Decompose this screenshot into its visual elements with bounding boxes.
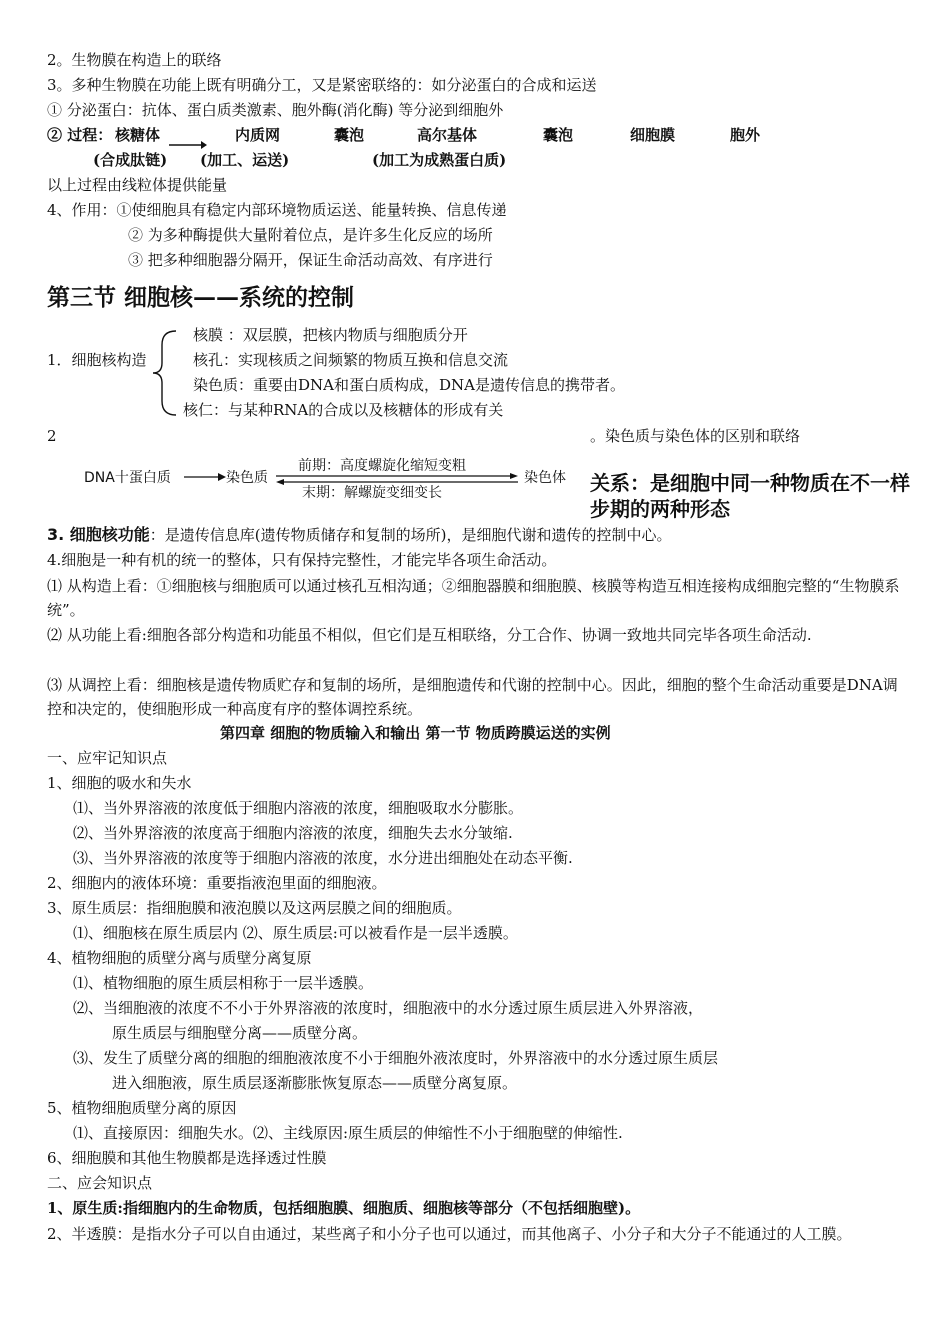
nucleus-item-membrane: 核膜 ：双层膜，把核内物质与细胞质分开	[193, 326, 468, 344]
section-title-nucleus: 第三节 细胞核——系统的控制	[47, 284, 355, 311]
item-2-number: 2	[47, 427, 57, 445]
flow-step-golgi: 高尔基体	[417, 126, 478, 144]
nucleus-item-chromatin: 染色质：重要由DNA和蛋白质构成，DNA是遗传信息的携带者。	[193, 376, 625, 394]
line-protoplasm: 1、原生质:指细胞内的生命物质，包括细胞膜、细胞质、细胞核等部分（不包括细胞壁)。	[47, 1199, 641, 1217]
heading-should-know: 二、应会知识点	[47, 1174, 153, 1192]
flow-note-2: (加工、运送)	[200, 151, 290, 169]
line-cell-unity: 4.细胞是一种有机的统一的整体，只有保持完整性，才能完毕各项生命活动。	[47, 551, 557, 569]
diagram-telophase: 末期：解螺旋变细变长	[302, 485, 442, 501]
flow-step-membrane: 细胞膜	[630, 126, 676, 144]
line-water-uptake: 1、细胞的吸水和失水	[47, 774, 192, 792]
line-function-3: ③ 把多种细胞器分隔开，保证生命活动高效、有序进行	[128, 251, 493, 269]
line-plasmolysis: 4、植物细胞的质壁分离与质壁分离复原	[47, 949, 312, 967]
nucleus-item-nucleolus: 核仁：与某种RNA的合成以及核糖体的形成有关	[183, 401, 504, 419]
line-water-uptake-2: ⑵、当外界溶液的浓度高于细胞内溶液的浓度，细胞失去水分皱缩.	[73, 824, 513, 842]
diagram-dna-protein: DNA十蛋白质	[84, 470, 171, 486]
line-water-uptake-3: ⑶、当外界溶液的浓度等于细胞内溶液的浓度，水分进出细胞处在动态平衡.	[73, 849, 573, 867]
chapter-title: 第四章 细胞的物质输入和输出 第一节 物质跨膜运送的实例	[220, 724, 611, 742]
nucleus-function-label: 3. 细胞核功能	[47, 525, 150, 544]
line-secretory-protein: ① 分泌蛋白：抗体、蛋白质类激素、胞外酶(消化酶) 等分泌到细胞外	[47, 101, 504, 119]
para-structure-view: ⑴ 从构造上看：①细胞核与细胞质可以通过核孔互相沟通；②细胞器膜和细胞膜、核膜等构造互相连接构成细胞完整的“生物膜系统”。	[47, 577, 900, 619]
line-energy: 以上过程由线粒体提供能量	[47, 176, 228, 194]
para-semipermeable: 2、半透膜：是指水分子可以自由通过，某些离子和小分子也可以通过，而其他离子、小分子和大分子不能通过的人工膜。	[47, 1225, 852, 1243]
flow-step-vesicle: 囊泡	[334, 126, 365, 144]
line-function-1: 4、作用：①使细胞具有稳定内部环境物质运送、能量转换、信息传递	[47, 201, 507, 219]
line-protoplast-layer: 3、原生质层：指细胞膜和液泡膜以及这两层膜之间的细胞质。	[47, 899, 462, 917]
diagram-prophase: 前期：高度螺旋化缩短变粗	[298, 458, 466, 474]
line-protoplast-layer-1: ⑴、细胞核在原生质层内 ⑵、原生质层:可以被看作是一层半透膜。	[73, 924, 518, 942]
line-biomembrane-function: 3。多种生物膜在功能上既有明确分工，又是紧密联络的：如分泌蛋白的合成和运送	[47, 76, 597, 94]
flow-note-3: (加工为成熟蛋白质)	[372, 151, 507, 169]
para-regulation-view: ⑶ 从调控上看：细胞核是遗传物质贮存和复制的场所，是细胞遗传和代谢的控制中心。因此，细胞的整个生命活动重要是DNA调控和决定的，使细胞形成一种高度有序的整体调控系统。	[47, 676, 898, 718]
flow-label: ② 过程：	[47, 126, 113, 144]
para-function-view: ⑵ 从功能上看:细胞各部分构造和功能虽不相似，但它们是互相联络，分工合作、协调一致地共同完毕各项生命活动.	[47, 626, 812, 644]
chromatin-diagram	[80, 455, 580, 500]
line-function-2: ② 为多种酶提供大量附着位点，是许多生化反应的场所	[128, 226, 493, 244]
flow-note-1: (合成肽链)	[93, 151, 168, 169]
flow-step-outside: 胞外	[730, 126, 761, 144]
brace-icon	[150, 327, 180, 423]
heading-must-remember: 一、应牢记知识点	[47, 749, 168, 767]
nucleus-function-line	[47, 525, 672, 545]
relation-statement: 关系：是细胞中同一种物质在不一样步期的两种形态	[590, 471, 910, 521]
arrow-icon	[184, 472, 226, 482]
nucleus-item-pore: 核孔：实现核质之间频繁的物质互换和信息交流	[193, 351, 509, 369]
line-plasmolysis-2b: 原生质层与细胞壁分离——质壁分离。	[112, 1024, 368, 1042]
line-plasmolysis-2a: ⑵、当细胞液的浓度不不小于外界溶液的浓度时，细胞液中的水分透过原生质层进入外界溶液，	[73, 999, 704, 1017]
flow-step-ribosome: 核糖体	[115, 126, 161, 144]
line-biomembrane-structure: 2。生物膜在构造上的联络	[47, 51, 222, 69]
line-cell-fluid: 2、细胞内的液体环境：重要指液泡里面的细胞液。	[47, 874, 387, 892]
nucleus-function-text: ：是遗传信息库(遗传物质储存和复制的场所)，是细胞代谢和遗传的控制中心。	[149, 526, 672, 544]
line-plasmolysis-1: ⑴、植物细胞的原生质层相称于一层半透膜。	[73, 974, 374, 992]
flow-step-vesicle-2: 囊泡	[543, 126, 574, 144]
flow-step-er: 内质网	[235, 126, 281, 144]
secretion-process-flow	[47, 125, 847, 147]
line-plasmolysis-cause-1: ⑴、直接原因：细胞失水。⑵、主线原因:原生质层的伸缩性不小于细胞壁的伸缩性.	[73, 1124, 623, 1142]
diagram-chromosome: 染色体	[524, 470, 566, 486]
item-2-text: 。染色质与染色体的区别和联络	[590, 427, 801, 445]
line-plasmolysis-3a: ⑶、发生了质壁分离的细胞的细胞液浓度不小于细胞外液浓度时，外界溶液中的水分透过原生质层	[73, 1049, 719, 1067]
line-plasmolysis-3b: 进入细胞液，原生质层逐渐膨胀恢复原态——质壁分离复原。	[112, 1074, 518, 1092]
line-selective-permeability: 6、细胞膜和其他生物膜都是选择透过性膜	[47, 1149, 327, 1167]
line-water-uptake-1: ⑴、当外界溶液的浓度低于细胞内溶液的浓度，细胞吸取水分膨胀。	[73, 799, 524, 817]
line-plasmolysis-cause: 5、植物细胞质壁分离的原因	[47, 1099, 237, 1117]
nucleus-structure-label: 1．细胞核构造	[47, 351, 147, 369]
diagram-chromatin: 染色质	[226, 470, 268, 486]
